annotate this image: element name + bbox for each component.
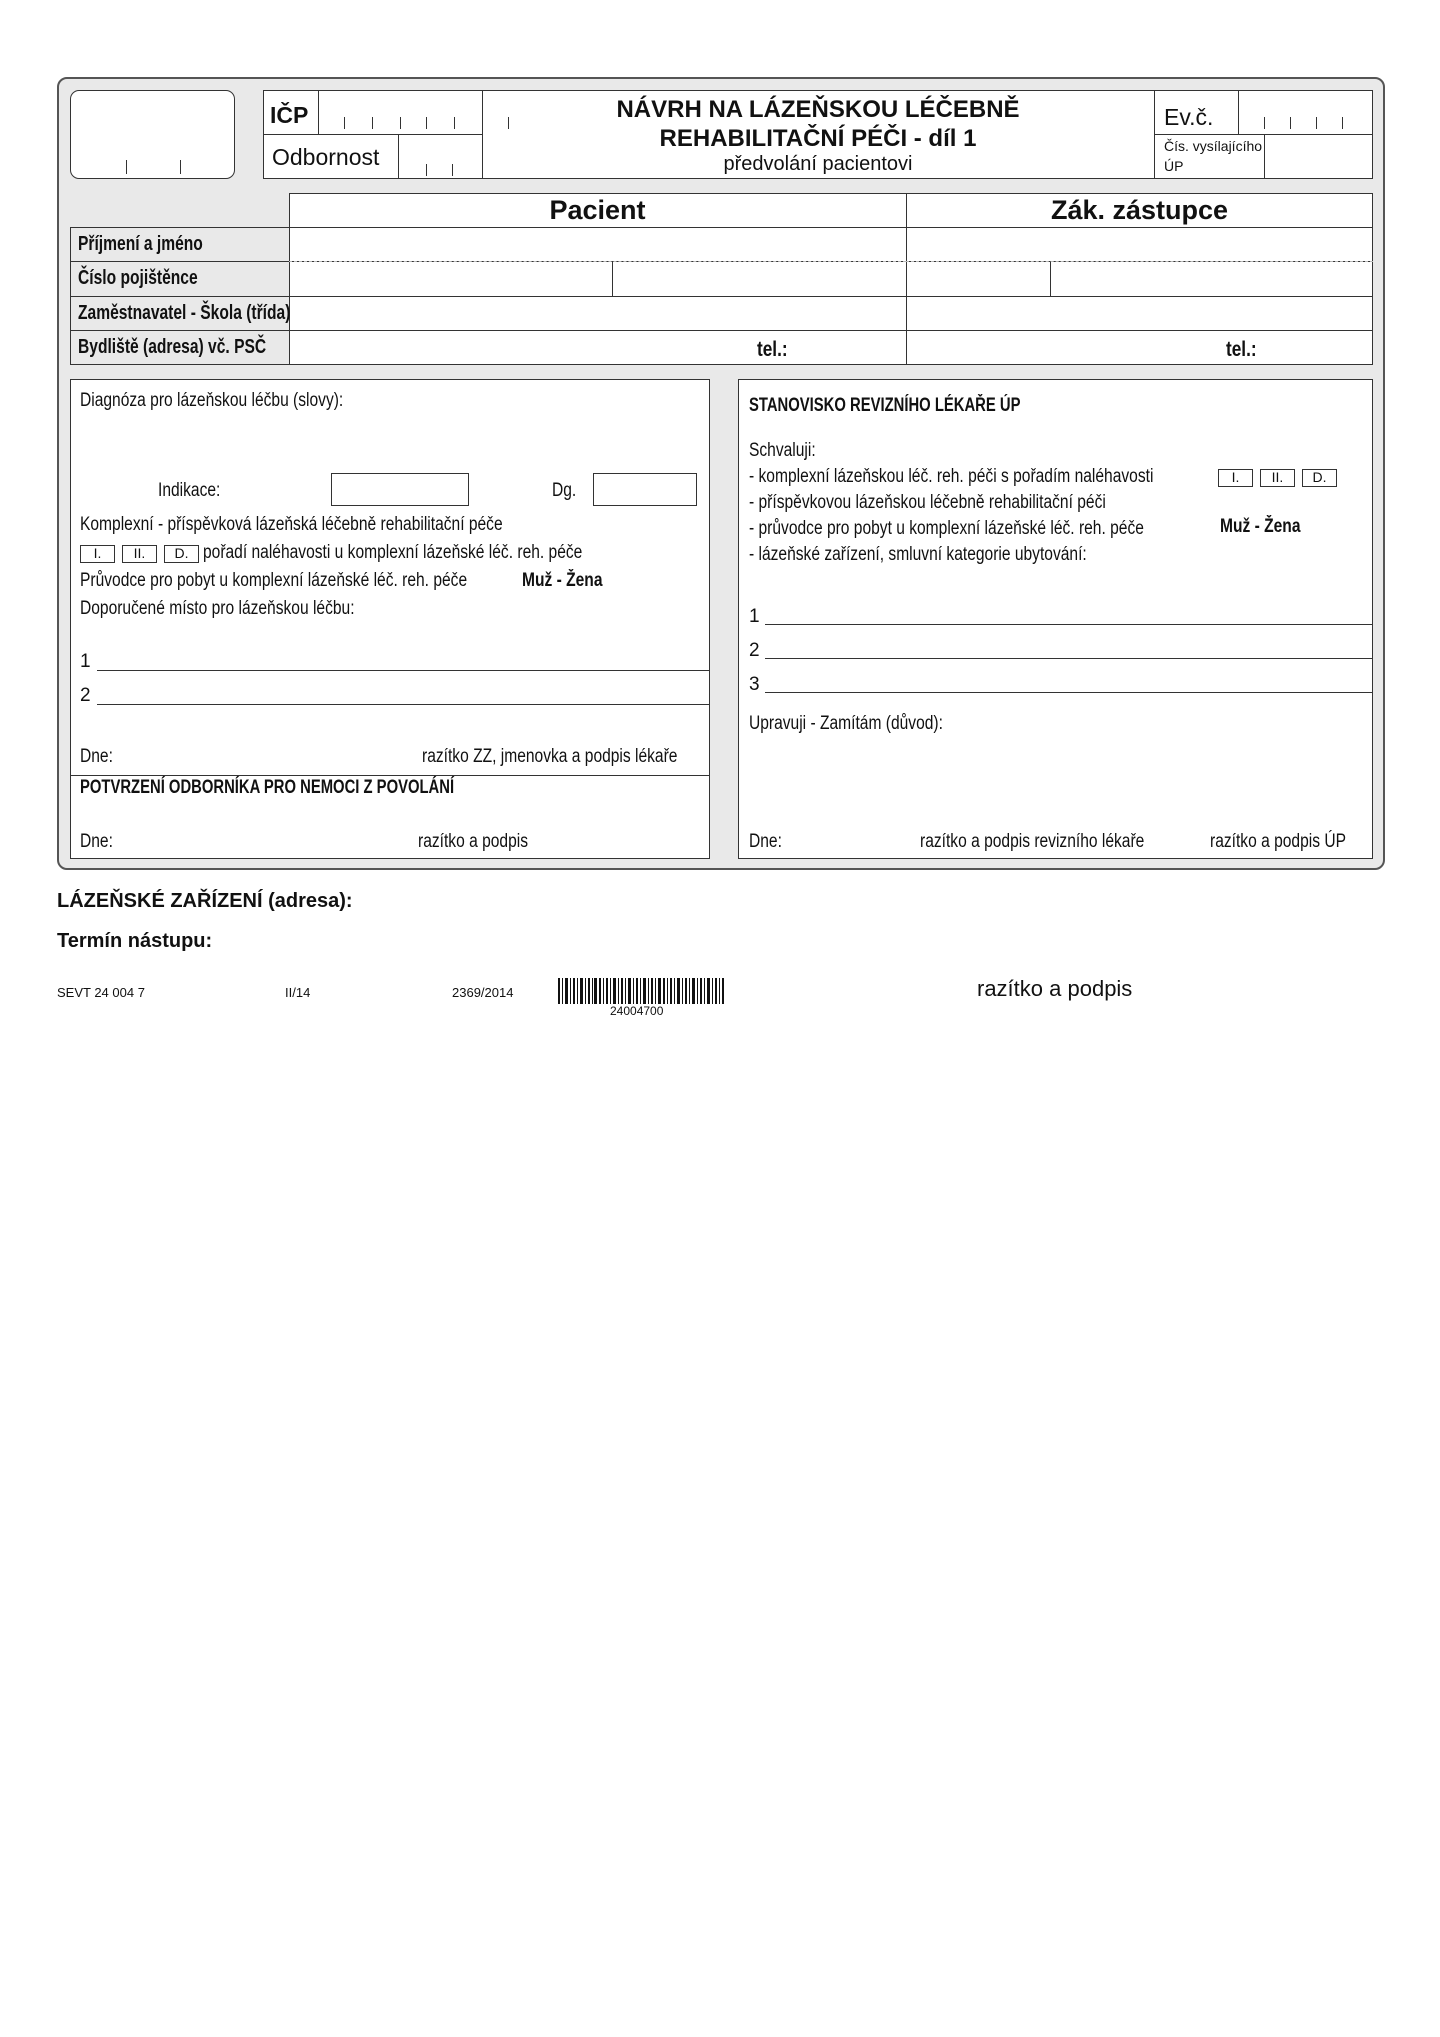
razitko-up-label: razítko a podpis ÚP xyxy=(1210,831,1346,852)
row-label-zamestnavatel: Zaměstnavatel - Škola (třída) xyxy=(78,302,291,324)
row-label-prijmeni: Příjmení a jméno xyxy=(78,233,203,255)
cat-3-line[interactable] xyxy=(765,692,1373,693)
row-label-bydliste: Bydliště (adresa) vč. PSČ xyxy=(78,336,267,358)
cat-3-number: 3 xyxy=(749,674,760,695)
dne-left-label: Dne: xyxy=(80,746,113,767)
muz-zena-right[interactable]: Muž - Žena xyxy=(1220,516,1301,537)
lazenske-zarizeni-label: LÁZEŇSKÉ ZAŘÍZENÍ (adresa): xyxy=(57,890,353,912)
diagnoza-field[interactable] xyxy=(78,418,698,468)
col-zastupce: Zák. zástupce xyxy=(1050,195,1229,225)
cis-vysilajiciho-label-up: ÚP xyxy=(1164,158,1184,174)
form-subtitle: předvolání pacientovi xyxy=(723,153,913,175)
stamp-box[interactable] xyxy=(70,90,235,179)
place-1-line[interactable] xyxy=(97,670,710,671)
poradi-label: pořadí naléhavosti u komplexní lázeňské léč. reh. péče xyxy=(203,542,583,563)
schvaluji-item4: - lázeňské zařízení, smluvní kategorie ubytování: xyxy=(749,544,1087,565)
upravuji-label: Upravuji - Zamítám (důvod): xyxy=(749,713,943,734)
cat-1-number: 1 xyxy=(749,606,760,627)
barcode-number: 24004700 xyxy=(610,1004,664,1018)
dne-right-label: Dne: xyxy=(749,831,782,852)
indikace-label: Indikace: xyxy=(158,480,221,501)
place-2-number: 2 xyxy=(80,685,91,706)
pacient-employer-field[interactable] xyxy=(291,298,904,329)
termin-nastupu-label: Termín nástupu: xyxy=(57,930,213,952)
form-title-line2: REHABILITAČNÍ PÉČI - díl 1 xyxy=(659,125,977,152)
dg-label: Dg. xyxy=(552,480,577,501)
komplexni-label: Komplexní - příspěvková lázeňská léčebně rehabilitační péče xyxy=(80,514,503,535)
right-order-box-d[interactable]: D. xyxy=(1302,469,1337,487)
schvaluji-item2: - příspěvkovou lázeňskou léčebně rehabilitační péči xyxy=(749,492,1106,513)
order-box-i[interactable]: I. xyxy=(80,545,115,563)
evc-label: Ev.č. xyxy=(1164,104,1214,130)
razitko-revizni-label: razítko a podpis revizního lékaře xyxy=(920,831,1145,852)
edition-code: II/14 xyxy=(285,985,311,1000)
pacient-tel-label: tel.: xyxy=(757,338,788,361)
doporucene-label: Doporučené místo pro lázeňskou léčbu: xyxy=(80,598,355,619)
zastupce-address-field[interactable] xyxy=(908,332,1371,363)
place-1-number: 1 xyxy=(80,651,91,672)
muz-zena-left[interactable]: Muž - Žena xyxy=(522,570,603,591)
zastupce-tel-label: tel.: xyxy=(1226,338,1257,361)
cis-vysilajiciho-label: Čís. vysílajícího xyxy=(1164,138,1263,154)
potvrzeni-heading: POTVRZENÍ ODBORNÍKA PRO NEMOCI Z POVOLÁNÍ xyxy=(80,777,455,798)
zastupce-name-field[interactable] xyxy=(908,229,1371,260)
place-2-line[interactable] xyxy=(97,704,710,705)
row-label-cislo: Číslo pojištěnce xyxy=(78,267,198,289)
sevt-code: SEVT 24 004 7 xyxy=(57,985,145,1000)
form-title-line1: NÁVRH NA LÁZEŇSKOU LÉČEBNĚ xyxy=(616,96,1020,123)
cat-2-number: 2 xyxy=(749,640,760,661)
pacient-name-field[interactable] xyxy=(291,229,904,260)
order-box-ii[interactable]: II. xyxy=(122,545,157,563)
icp-label: IČP xyxy=(270,102,309,128)
razitko-zz-label: razítko ZZ, jmenovka a podpis lékaře xyxy=(422,746,678,767)
razitko-podpis-left: razítko a podpis xyxy=(418,831,528,852)
schvaluji-item3: - průvodce pro pobyt u komplexní lázeňské léč. reh. péče xyxy=(749,518,1144,539)
dg-input[interactable] xyxy=(593,473,697,506)
col-pacient: Pacient xyxy=(549,195,646,225)
pacient-address-field[interactable] xyxy=(291,332,904,363)
schvaluji-item1: - komplexní lázeňskou léč. reh. péči s pořadím naléhavosti xyxy=(749,466,1154,487)
odbornost-label: Odbornost xyxy=(272,144,380,170)
pruvodce-label: Průvodce pro pobyt u komplexní lázeňské léč. reh. péče xyxy=(80,570,468,591)
dne-potvrzeni-label: Dne: xyxy=(80,831,113,852)
indikace-input[interactable] xyxy=(331,473,469,506)
cat-1-line[interactable] xyxy=(765,624,1373,625)
schvaluji-label: Schvaluji: xyxy=(749,440,816,461)
razitko-bottom-label: razítko a podpis xyxy=(977,976,1133,1001)
right-order-box-i[interactable]: I. xyxy=(1218,469,1253,487)
upravuji-field[interactable] xyxy=(746,740,1366,820)
order-box-d[interactable]: D. xyxy=(164,545,199,563)
cat-2-line[interactable] xyxy=(765,658,1373,659)
diagnoza-label: Diagnóza pro lázeňskou léčbu (slovy): xyxy=(80,390,344,411)
pacient-insurance-field[interactable] xyxy=(614,263,904,294)
zastupce-insurance-field[interactable] xyxy=(1052,263,1371,294)
barcode-image xyxy=(558,978,728,1004)
stanovisko-heading: STANOVISKO REVIZNÍHO LÉKAŘE ÚP xyxy=(749,395,1021,416)
right-order-box-ii[interactable]: II. xyxy=(1260,469,1295,487)
form-number: 2369/2014 xyxy=(452,985,514,1000)
zastupce-employer-field[interactable] xyxy=(908,298,1371,329)
